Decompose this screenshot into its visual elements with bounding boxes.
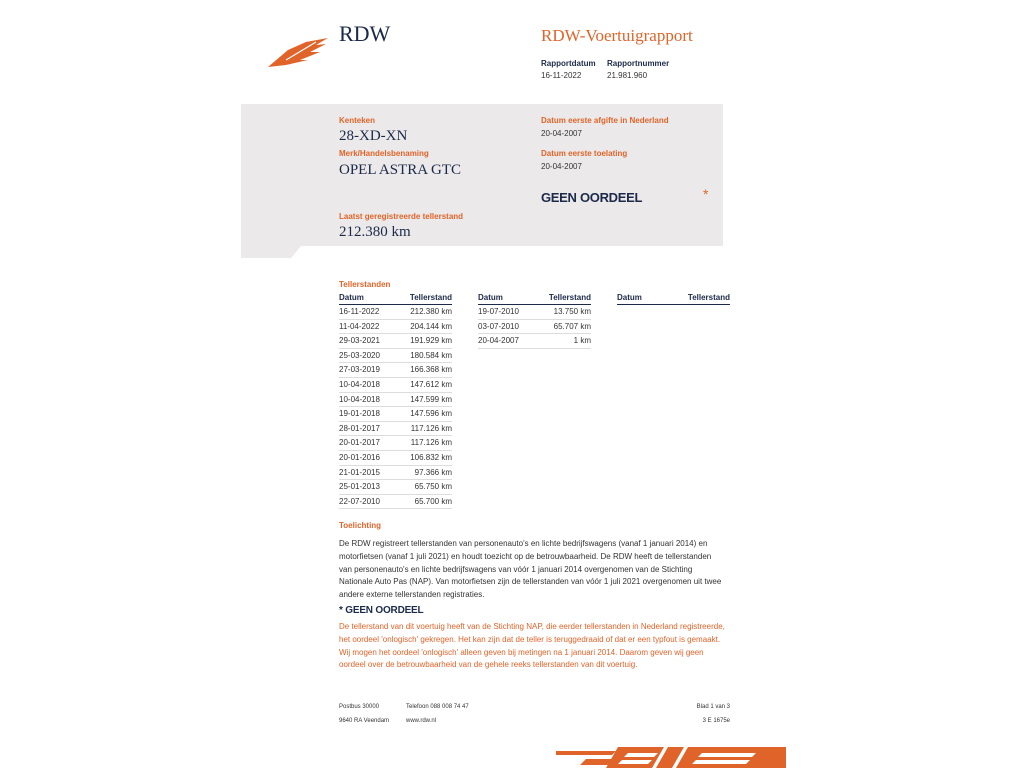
first-nl-label: Datum eerste afgifte in Nederland (541, 116, 669, 125)
reading-date: 25-01-2013 (339, 482, 380, 492)
reading-date: 11-04-2022 (339, 321, 380, 331)
footer-page: Blad 1 van 3 (696, 704, 730, 710)
explanation-body: De RDW registreert tellerstanden van personenauto's en lichte bedrijfswagens (vanaf 1 januari 2014) en motorfietsen (vanaf 1 juli 2021) en houdt toezicht op de betrouwbaarheid. De RDW heeft de tellerstanden van personenauto's en lichte bedrijfswagens van vóór 1 januari 2014 overgenomen van de Stichting Nationale Auto Pas (NAP). Van motorfietsen zijn de tellerstanden van vóór 1 juli 2021 overgenomen uit twee andere externe tellerstanden registraties. (339, 539, 722, 600)
col-date-header: Datum (478, 293, 503, 302)
reading-km: 147.596 km (410, 409, 452, 419)
reading-date: 16-11-2022 (339, 307, 380, 316)
reading-km: 212.380 km (410, 307, 452, 316)
reading-date: 21-01-2015 (339, 467, 380, 477)
table-row (339, 480, 452, 495)
footer-phone: Telefoon 088 008 74 47 (406, 704, 469, 710)
report-date-label: Rapportdatum (541, 59, 596, 68)
first-nl-value: 20-04-2007 (541, 129, 582, 138)
reading-km: 180.584 km (410, 350, 452, 360)
readings-title: Tellerstanden (339, 280, 391, 289)
footer-po-box: Postbus 30000 (339, 704, 380, 710)
table-row (339, 407, 452, 422)
reading-km: 65.700 km (414, 496, 452, 506)
readings-table-1 (339, 293, 452, 509)
table-row (339, 378, 452, 393)
col-odo-header: Tellerstand (409, 293, 452, 302)
verdict-note-title: * GEEN OORDEEL (339, 605, 424, 616)
col-date-header: Datum (339, 293, 364, 302)
readings-header (617, 293, 730, 305)
reading-km: 117.126 km (410, 438, 452, 448)
table-row (478, 305, 591, 320)
table-row (339, 305, 452, 320)
first-admission-label: Datum eerste toelating (541, 149, 628, 158)
reading-km: 106.832 km (410, 452, 452, 462)
table-row (339, 320, 452, 335)
reading-km: 65.707 km (553, 321, 591, 331)
table-row (339, 363, 452, 378)
reading-km: 117.126 km (410, 423, 452, 433)
reading-km: 13.750 km (553, 307, 591, 316)
reading-date: 19-01-2018 (339, 409, 380, 419)
readings-header (339, 293, 452, 305)
table-row (478, 334, 591, 349)
table-row (478, 320, 591, 335)
explanation-title: Toelichting (339, 521, 382, 530)
make-label: Merk/Handelsbenaming (339, 149, 429, 158)
last-odo-label: Laatst geregistreerde tellerstand (339, 212, 464, 221)
reading-date: 10-04-2018 (339, 379, 380, 389)
last-odo-value: 212.380 km (339, 224, 411, 240)
reading-km: 65.750 km (414, 482, 452, 492)
col-date-header: Datum (617, 293, 642, 302)
make-value: OPEL ASTRA GTC (339, 162, 461, 178)
table-row (339, 393, 452, 408)
footer-code: 3 E 1675e (702, 718, 730, 724)
footer-web[interactable]: www.rdw.nl (406, 718, 437, 724)
plate-label: Kenteken (339, 116, 376, 125)
table-row (339, 466, 452, 481)
readings-table-3 (617, 293, 730, 305)
table-row (339, 334, 452, 349)
footer-stripes-graphic (556, 745, 786, 768)
table-row (339, 495, 452, 510)
reading-date: 25-03-2020 (339, 350, 380, 360)
reading-date: 10-04-2018 (339, 394, 380, 404)
plate-value: 28-XD-XN (339, 128, 408, 144)
reading-km: 1 km (573, 336, 591, 346)
reading-date: 27-03-2019 (339, 365, 380, 375)
table-row (339, 436, 452, 451)
footer-city: 9640 RA Veendam (339, 718, 390, 724)
reading-km: 166.368 km (410, 365, 452, 375)
summary-box-notch (241, 246, 301, 258)
report-number-label: Rapportnummer (607, 59, 670, 68)
rdw-logo-icon (266, 36, 330, 68)
reading-date: 20-04-2007 (478, 336, 519, 346)
verdict-star-icon: * (703, 186, 709, 202)
reading-km: 147.599 km (410, 394, 452, 404)
first-admission-value: 20-04-2007 (541, 162, 582, 171)
table-row (339, 451, 452, 466)
reading-date: 19-07-2010 (478, 307, 519, 316)
col-odo-header: Tellerstand (548, 293, 591, 302)
verdict: GEEN OORDEEL (541, 190, 643, 205)
table-row (339, 422, 452, 437)
reading-date: 03-07-2010 (478, 321, 519, 331)
reading-km: 147.612 km (410, 379, 452, 389)
reading-date: 28-01-2017 (339, 423, 380, 433)
report-title: RDW-Voertuigrapport (541, 26, 693, 45)
brand-name: RDW (339, 21, 391, 46)
reading-date: 20-01-2016 (339, 452, 380, 462)
report-date: 16-11-2022 (541, 71, 582, 80)
summary-box (241, 104, 723, 246)
reading-km: 97.366 km (414, 467, 452, 477)
col-odo-header: Tellerstand (687, 293, 730, 302)
reading-km: 191.929 km (410, 336, 452, 346)
verdict-note-body: De tellerstand van dit voertuig heeft van de Stichting NAP, die eerder tellerstanden in Nederland registreerde, het oordeel 'onlogisch' gekregen. Het kan zijn dat de teller is teruggedraaid of dat er een typfout is gemaakt. Wij mogen het oordeel 'onlogisch' alleen geven bij metingen na 1 januari 2014. Daarom geven wij geen oordeel over de betrouwbaarheid van de gehele reeks tellerstanden van dit voertuig. (339, 622, 725, 670)
reading-date: 29-03-2021 (339, 336, 380, 346)
reading-date: 22-07-2010 (339, 496, 380, 506)
report-number: 21.981.960 (607, 71, 648, 80)
table-row (339, 349, 452, 364)
readings-table-2 (478, 293, 591, 349)
readings-header (478, 293, 591, 305)
reading-date: 20-01-2017 (339, 438, 380, 448)
reading-km: 204.144 km (410, 321, 452, 331)
